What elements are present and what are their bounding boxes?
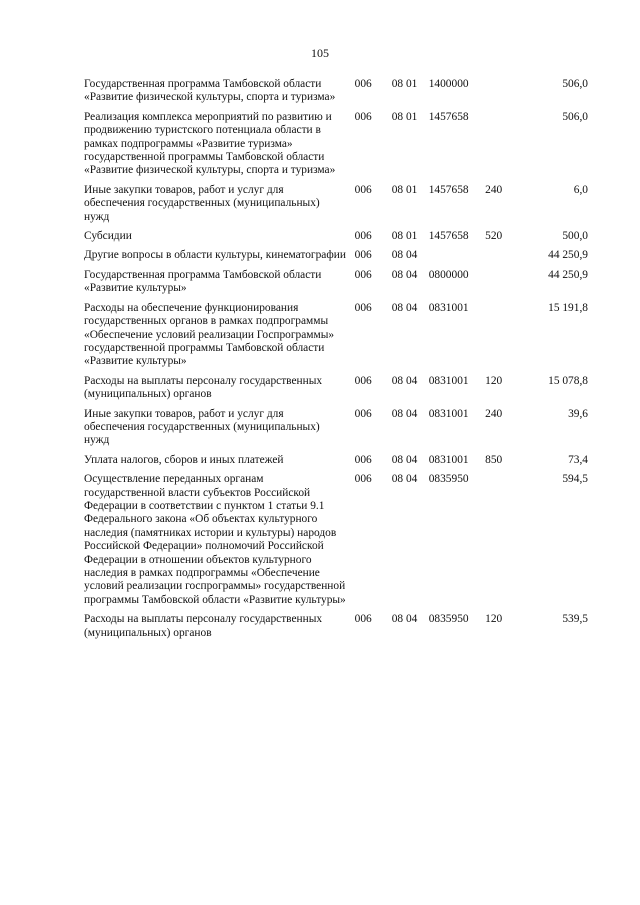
section-code: 08 04 xyxy=(391,613,418,626)
target-article-code: 1457658 xyxy=(428,110,469,123)
amount: 15 191,8 xyxy=(548,301,588,314)
expense-name: Расходы на выплаты персоналу государственных (муниципальных) органов xyxy=(84,374,323,401)
department-code: 006 xyxy=(354,110,372,123)
section-code: 08 04 xyxy=(391,301,418,314)
department-code: 006 xyxy=(354,613,372,626)
amount: 44 250,9 xyxy=(548,268,588,281)
section-code: 08 04 xyxy=(391,374,418,387)
expense-name: Иные закупки товаров, работ и услуг для обеспечения государственных (муниципальных) нужд xyxy=(84,183,320,223)
budget-table-body xyxy=(84,78,588,646)
expense-name: Реализация комплекса мероприятий по развитию и продвижению туристского потенциала области в рамках подпрограммы «Развитие туризма» государственной программы Тамбовской области «Развитие физической культуры, спорта и туризма» xyxy=(84,110,336,177)
department-code: 006 xyxy=(354,230,372,243)
table-row xyxy=(84,408,588,454)
section-code: 08 04 xyxy=(391,473,418,486)
expense-type-code xyxy=(485,473,525,613)
target-article-code: 1457658 xyxy=(428,183,469,196)
table-row xyxy=(84,613,588,646)
target-article-code: 0835950 xyxy=(428,473,469,486)
budget-table xyxy=(84,78,588,646)
section-code: 08 04 xyxy=(391,407,418,420)
target-article-code: 0835950 xyxy=(428,613,469,626)
target-article-code: 0831001 xyxy=(428,453,469,466)
department-code: 006 xyxy=(354,374,372,387)
expense-type-code: 520 xyxy=(485,230,503,243)
department-code: 006 xyxy=(354,268,372,281)
expense-name: Иные закупки товаров, работ и услуг для обеспечения государственных (муниципальных) нужд xyxy=(84,407,320,447)
table-row xyxy=(84,184,588,230)
expense-name: Осуществление переданных органам государственной власти субъектов Российской Федерации в соответствии с пунктом 1 статьи 9.1 Федерального закона «Об объектах культурного наследия (памятниках истории и культуры) народов Российской Федерации» полномочий Российской Федерации в отношении объектов культурного наследия в рамках подпрограммы «Обеспечение условий реализации госпрограммы» государственной программы Тамбовской области «Развитие культуры» xyxy=(84,473,346,606)
expense-type-code: 120 xyxy=(485,374,503,387)
table-row xyxy=(84,454,588,473)
section-code: 08 04 xyxy=(391,453,418,466)
section-code: 08 01 xyxy=(391,110,418,123)
amount: 506,0 xyxy=(562,78,588,90)
table-row xyxy=(84,269,588,302)
expense-type-code: 850 xyxy=(485,453,503,466)
expense-type-code: 240 xyxy=(485,407,503,420)
expense-name: Расходы на обеспечение функционирования государственных органов в рамках подпрограммы «Обеспечение условий реализации Госпрограммы» государственной программы Тамбовской области «Развитие культуры» xyxy=(84,301,335,368)
amount: 594,5 xyxy=(562,473,588,486)
expense-name: Уплата налогов, сборов и иных платежей xyxy=(84,453,284,466)
department-code: 006 xyxy=(354,407,372,420)
table-row xyxy=(84,302,588,375)
table-row xyxy=(84,230,588,249)
department-code: 006 xyxy=(354,473,372,486)
department-code: 006 xyxy=(354,249,372,262)
expense-name: Субсидии xyxy=(84,230,132,243)
department-code: 006 xyxy=(354,453,372,466)
target-article-code: 1457658 xyxy=(428,230,469,243)
expense-type-code xyxy=(485,302,525,375)
section-code: 08 01 xyxy=(391,183,418,196)
target-article-code: 0831001 xyxy=(428,407,469,420)
section-code: 08 04 xyxy=(391,249,418,262)
department-code: 006 xyxy=(354,301,372,314)
expense-name: Государственная программа Тамбовской области «Развитие физической культуры, спорта и туризма» xyxy=(84,78,336,104)
amount: 539,5 xyxy=(562,613,588,626)
target-article-code xyxy=(429,249,485,268)
amount: 506,0 xyxy=(562,110,588,123)
table-row xyxy=(84,111,588,184)
department-code: 006 xyxy=(354,78,372,90)
table-row xyxy=(84,249,588,268)
page-number: 105 xyxy=(311,46,329,60)
expense-type-code xyxy=(485,249,525,268)
section-code: 08 01 xyxy=(391,78,418,90)
table-row xyxy=(84,375,588,408)
amount: 500,0 xyxy=(562,230,588,243)
department-code: 006 xyxy=(354,183,372,196)
amount: 15 078,8 xyxy=(548,374,588,387)
expense-type-code: 120 xyxy=(485,613,503,626)
expense-type-code xyxy=(485,269,525,302)
expense-type-code xyxy=(485,78,525,111)
amount: 6,0 xyxy=(573,183,588,196)
section-code: 08 04 xyxy=(391,268,418,281)
expense-type-code: 240 xyxy=(485,183,503,196)
target-article-code: 0831001 xyxy=(428,374,469,387)
target-article-code: 0831001 xyxy=(428,301,469,314)
table-row xyxy=(84,78,588,111)
target-article-code: 0800000 xyxy=(428,268,469,281)
expense-name: Расходы на выплаты персоналу государственных (муниципальных) органов xyxy=(84,613,323,639)
target-article-code: 1400000 xyxy=(428,78,469,90)
amount: 39,6 xyxy=(568,407,588,420)
expense-type-code xyxy=(485,111,525,184)
section-code: 08 01 xyxy=(391,230,418,243)
expense-name: Государственная программа Тамбовской области «Развитие культуры» xyxy=(84,268,322,295)
amount: 73,4 xyxy=(568,453,588,466)
amount: 44 250,9 xyxy=(548,249,588,262)
expense-name: Другие вопросы в области культуры, кинематографии xyxy=(84,249,346,262)
table-row xyxy=(84,473,588,613)
